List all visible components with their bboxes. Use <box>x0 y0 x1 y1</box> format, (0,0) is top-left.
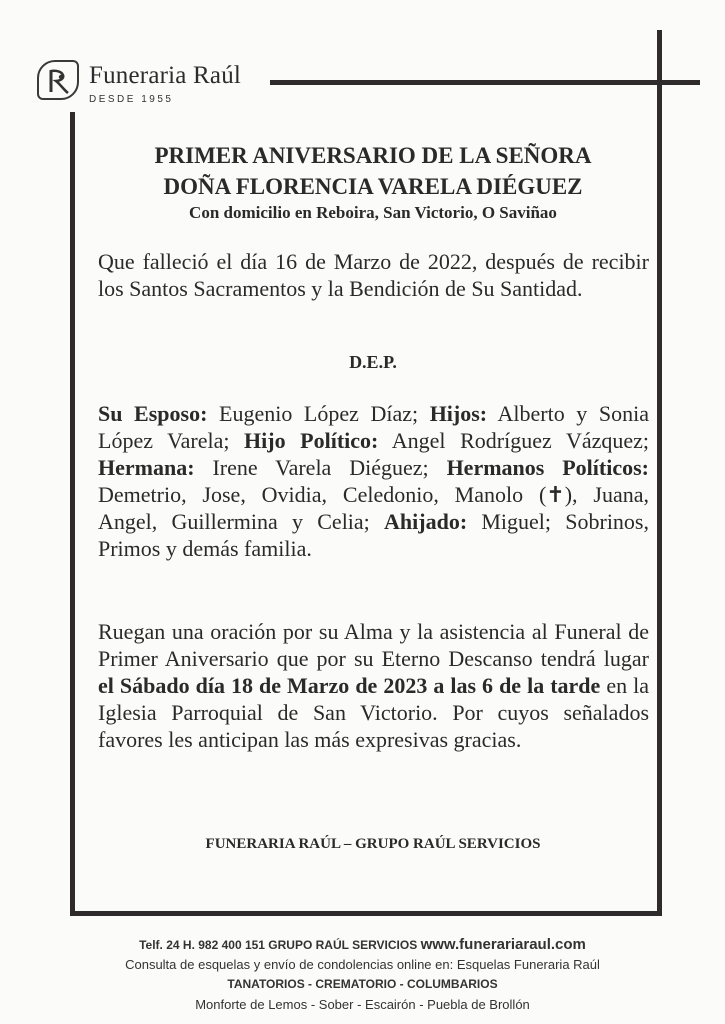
heading-line-3: Con domicilio en Reboira, San Victorio, O Saviñao <box>189 203 557 222</box>
hijo-politico-text: Angel Rodríguez Vázquez; <box>378 428 650 453</box>
service-paragraph <box>98 618 649 753</box>
hijo-politico-label: Hijo Político: <box>244 428 379 453</box>
hermanos-politicos-label: Hermanos Políticos: <box>446 455 649 480</box>
footer-locations: Monforte de Lemos - Sober - Escairón - Puebla de Brollón <box>195 997 530 1012</box>
heading-line-1: PRIMER ANIVERSARIO DE LA SEÑORA <box>154 143 592 168</box>
frame-bottom <box>70 911 662 916</box>
frame-right <box>657 30 662 916</box>
footer-phone: Telf. 24 H. 982 400 151 GRUPO RAÚL SERVICIOS <box>139 938 418 952</box>
esposo-text: Eugenio López Díaz; <box>207 401 430 426</box>
heading-line-2: DOÑA FLORENCIA VARELA DIÉGUEZ <box>163 174 583 199</box>
logo-emblem-icon <box>37 60 79 100</box>
hijos-text: Alberto y Sonia López Varela; <box>98 401 649 453</box>
ahijado-label: Ahijado: <box>384 509 468 534</box>
intro-paragraph: Que falleció el día 16 de Marzo de 2022, después de recibir los Santos Sacramentos y la Bendición de Su Santidad. <box>98 249 649 301</box>
ahijado-text: Miguel; Sobrinos, Primos y demás familia. <box>98 509 649 561</box>
service-date: el Sábado día 18 de Marzo de 2023 a las 6 de la tarde <box>98 673 601 698</box>
frame-left <box>70 112 75 916</box>
company-logo <box>37 60 277 112</box>
hermana-label: Hermana: <box>98 455 195 480</box>
hermanos-politicos-text: Demetrio, Jose, Ovidia, Celedonio, Manolo (✝), Juana, Angel, Guillermina y Celia; <box>98 482 649 534</box>
service-text-before: Ruegan una oración por su Alma y la asistencia al Funeral de Primer Aniversario que por su Eterno Descanso tendrá lugar <box>98 619 649 671</box>
dep-label: D.E.P. <box>349 352 397 372</box>
logo-name: Funeraria Raúl <box>89 62 242 89</box>
footer-website[interactable]: www.funerariaraul.com <box>420 936 586 953</box>
service-text-after: en la Iglesia Parroquial de San Victorio. Por cuyos señalados favores les anticipan las más expresivas gracias. <box>98 673 649 752</box>
esposo-label: Su Esposo: <box>98 401 208 426</box>
footer-online: Consulta de esquelas y envío de condolencias online en: Esquelas Funeraria Raúl <box>125 957 600 972</box>
signature: FUNERARIA RAÚL – GRUPO RAÚL SERVICIOS <box>205 836 541 852</box>
footer-contact <box>0 936 725 953</box>
hijos-label: Hijos: <box>429 401 488 426</box>
logo-since: DESDE 1955 <box>89 94 174 105</box>
footer-services: TANATORIOS - CREMATORIO - COLUMBARIOS <box>227 977 498 991</box>
hermana-text: Irene Varela Diéguez; <box>194 455 447 480</box>
frame-top-bar <box>270 80 700 85</box>
family-paragraph <box>98 400 649 562</box>
